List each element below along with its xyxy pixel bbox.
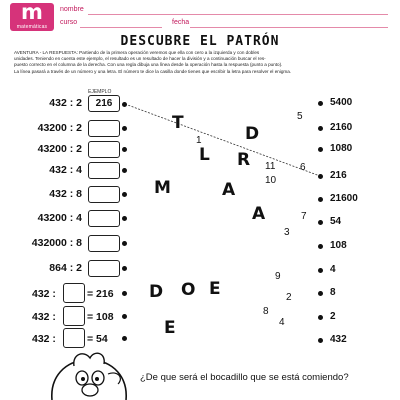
answer-box[interactable] — [88, 162, 120, 179]
result-value: 432 — [330, 334, 347, 345]
left-dot[interactable] — [122, 241, 127, 246]
logo-text: matemáticas — [16, 24, 48, 30]
left-dot[interactable] — [122, 314, 127, 319]
answer-box[interactable] — [88, 186, 120, 203]
result-value: 108 — [330, 240, 347, 251]
operation-expr: 432000 : 8 — [31, 237, 82, 249]
puzzle-number: 11 — [265, 161, 276, 172]
fecha-label: fecha — [172, 19, 190, 26]
puzzle-letter: L — [199, 145, 210, 165]
right-dot[interactable] — [318, 220, 323, 225]
result-value: 216 — [330, 170, 347, 181]
puzzle-number: 5 — [297, 111, 303, 122]
left-dot[interactable] — [122, 336, 127, 341]
result-value: 1080 — [330, 143, 353, 154]
answer-box[interactable] — [88, 260, 120, 277]
right-dot[interactable] — [318, 197, 323, 202]
puzzle-letter: A — [222, 180, 236, 200]
puzzle-number: 3 — [284, 227, 290, 238]
operation-result: = 216 — [87, 288, 114, 300]
example-label: EJEMPLO — [88, 89, 112, 95]
puzzle-letter: M — [154, 178, 171, 198]
operation-expr: 43200 : 2 — [37, 143, 82, 155]
left-dot[interactable] — [122, 291, 127, 296]
left-dot[interactable] — [122, 168, 127, 173]
puzzle-letter: D — [149, 282, 164, 302]
right-dot[interactable] — [318, 101, 323, 106]
left-dot[interactable] — [122, 266, 127, 271]
question-text: ¿De que será el bocadillo que se está comiendo? — [140, 372, 349, 383]
puzzle-number: 8 — [263, 306, 269, 317]
instruction-line: La línea pasará a través de un número y una letra. El número te dice la casilla donde tienes que escribir la letra para resolver el enigma. — [14, 68, 292, 74]
operation-expr: 432 : — [32, 333, 56, 345]
curso-label: curso — [60, 19, 78, 26]
operation-expr: 432 : 8 — [49, 188, 82, 200]
operation-expr: 432 : — [32, 288, 56, 300]
operation-result: = 108 — [87, 311, 114, 323]
instruction-line: puesto correcto en el columna de la derecha. Con una regla dibuja una línea desde la operación hasta la respuesta (punto a punto). — [14, 62, 283, 68]
right-dot[interactable] — [318, 338, 323, 343]
puzzle-letter: O — [181, 280, 196, 300]
left-dot[interactable] — [122, 147, 127, 152]
puzzle-letter: E — [164, 318, 176, 338]
puzzle-number: 7 — [301, 211, 307, 222]
operation-expr: 432 : 4 — [49, 164, 82, 176]
result-value: 54 — [330, 216, 342, 227]
left-dot[interactable] — [122, 192, 127, 197]
result-value: 5400 — [330, 97, 353, 108]
right-dot[interactable] — [318, 315, 323, 320]
operation-expr: 43200 : 2 — [37, 122, 82, 134]
puzzle-number: 9 — [275, 271, 281, 282]
puzzle-letter: A — [252, 204, 266, 224]
puzzle-number: 6 — [300, 162, 306, 173]
right-dot[interactable] — [318, 244, 323, 249]
logo-letter: m — [21, 0, 43, 24]
left-dot[interactable] — [122, 102, 127, 107]
operation-expr: 43200 : 4 — [37, 212, 82, 224]
divisor-box[interactable] — [63, 328, 85, 348]
right-dot[interactable] — [318, 291, 323, 296]
left-dot[interactable] — [122, 126, 127, 131]
answer-box[interactable] — [88, 120, 120, 137]
puzzle-number: 10 — [265, 175, 277, 186]
result-value: 4 — [330, 264, 336, 275]
operation-expr: 864 : 2 — [49, 262, 82, 274]
divisor-box[interactable] — [63, 283, 85, 303]
instruction-line: AVENTURA - LA RESPUESTA: Partiendo de la primera operación veremos que ella con cero a la izquierda y con dobles — [14, 50, 260, 55]
result-value: 2 — [330, 311, 336, 322]
right-dot[interactable] — [318, 126, 323, 131]
right-dot[interactable] — [318, 147, 323, 152]
answer-box[interactable] — [88, 141, 120, 158]
cartoon-character-illustration — [44, 348, 134, 400]
answer-box[interactable] — [88, 235, 120, 252]
puzzle-letter: T — [172, 113, 184, 133]
answer-box[interactable] — [88, 210, 120, 227]
puzzle-letter: R — [237, 150, 251, 170]
result-value: 21600 — [330, 193, 358, 204]
nombre-label: nombre — [60, 6, 84, 13]
puzzle-number: 2 — [286, 292, 292, 303]
operation-expr: 432 : — [32, 311, 56, 323]
page-title: DESCUBRE EL PATRÓN — [120, 34, 280, 49]
puzzle-letter: D — [245, 124, 260, 144]
divisor-box[interactable] — [63, 306, 85, 326]
right-dot[interactable] — [318, 174, 323, 179]
result-value: 2160 — [330, 122, 353, 133]
answer-box[interactable]: 216 — [88, 95, 120, 112]
puzzle-letter: E — [209, 279, 221, 299]
operation-result: = 54 — [87, 333, 108, 345]
puzzle-number: 1 — [196, 135, 202, 146]
right-dot[interactable] — [318, 268, 323, 273]
operation-expr: 432 : 2 — [49, 97, 82, 109]
instruction-line: unidades. Teniendo en cuenta este ejemplo, el resultado es un resultado de hacer la división y a continuación buscar el res- — [14, 56, 266, 62]
result-value: 8 — [330, 287, 336, 298]
puzzle-number: 4 — [279, 317, 285, 328]
left-dot[interactable] — [122, 216, 127, 221]
